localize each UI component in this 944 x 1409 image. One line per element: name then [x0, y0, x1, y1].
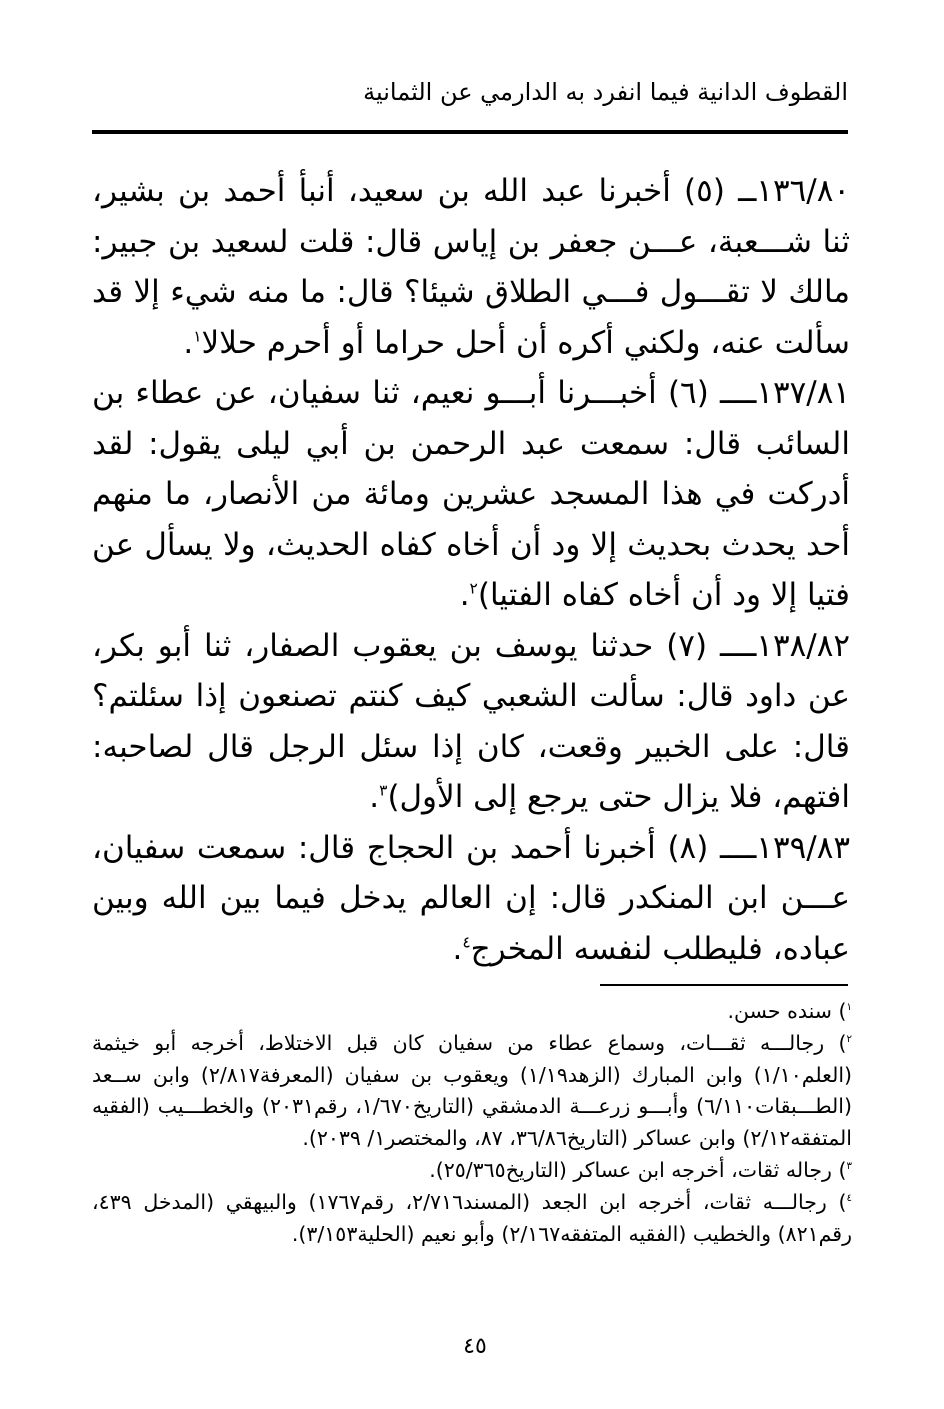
- hadith-paragraph: [92, 823, 850, 975]
- footnote-text: ) رجالـــه ثقـــات، وسماع عطاء من سفيان كان قبل الاختلاط، أخرجه أبو خيثمة (العلم١/١٠) وابن المبارك (الزهد١/١٩) ويعقوب بن سفيان (المعرفة٢/٨١٧) وابن ســعد (الطـــبقات٦/١١٠) وأبـــو زرعـــة الدمشقي (التاريخ١/٦٧٠، رقم٢٠٣١) والخطـــيب (الفقيه المتفقه٢/١٢) وابن عساكر (التاريخ٣٦/٨٦، ٨٧، والمختصر١/ ٢٠٣٩).: [92, 1030, 853, 1151]
- hadith-text: ١٣٩/٨٣ــــ (٨) أخبرنا أحمد بن الحجاج قال: سمعت سفيان، عـــن ابن المنكدر قال: إن العالم يدخل فيما بين الله وبين عباده، فليطلب لنفسه المخرج: [92, 829, 850, 967]
- footnote-ref: ٣: [379, 781, 388, 800]
- hadith-end: .: [459, 577, 470, 613]
- footnote-rule: [600, 984, 848, 986]
- hadith-end: .: [183, 324, 194, 361]
- footnote: [92, 1187, 852, 1251]
- hadith-end: .: [369, 779, 380, 815]
- footnote-marker: ١: [846, 1001, 852, 1014]
- hadith-paragraph: [92, 368, 850, 621]
- hadith-paragraph: [92, 166, 850, 368]
- footnote-ref: ٢: [469, 579, 478, 598]
- running-head: القطوف الدانية فيما انفرد به الدارمي عن الثمانية: [363, 78, 848, 106]
- footnote-marker: ٤: [846, 1191, 852, 1204]
- footnotes: [92, 996, 852, 1250]
- header-rule: [92, 130, 848, 134]
- hadith-paragraph: [92, 621, 850, 823]
- footnote-text: ) رجالـــه ثقات، أخرجه ابن الجعد (المسند٢/٧١٦، رقم١٧٦٧) والبيهقي (المدخل ٤٣٩، رقم٨٢١) والخطيب (الفقيه المتفقه٢/١٦٧) وأبو نعيم (الحلية٣/١٥٣).: [92, 1189, 852, 1246]
- main-text: [92, 166, 850, 974]
- hadith-text: ١٣٨/٨٢ــــ (٧) حدثنا يوسف بن يعقوب الصفار، ثنا أبو بكر، عن داود قال: سألت الشعبي كيف كنتم تصنعون إذا سئلتم؟ قال: على الخبير وقعت، كان إذا سئل الرجل قال لصاحبه: افتهم، فلا يزال حتى يرجع إلى الأول): [92, 627, 850, 815]
- footnote-marker: ٣: [846, 1160, 852, 1173]
- footnote: [92, 996, 852, 1028]
- hadith-text: ١٣٧/٨١ــــ (٦) أخبـــرنا أبـــو نعيم، ثنا سفيان، عن عطاء بن السائب قال: سمعت عبد الرحمن بن أبي ليلى يقول: لقد أدركت في هذا المسجد عشرين ومائة من الأنصار، ما منهم أحد يحدث بحديث إلا ود أن أخاه كفاه الحديث، ولا يسأل عن فتيا إلا ود أن أخاه كفاه الفتيا): [92, 375, 851, 613]
- footnote: [92, 1155, 852, 1187]
- hadith-end: .: [452, 930, 463, 967]
- footnote-text: ) رجاله ثقات، أخرجه ابن عساكر (التاريخ٢٥/٣٦٥).: [429, 1157, 847, 1182]
- footnote-ref: ٤: [462, 933, 471, 952]
- page-number: ٤٥: [463, 1334, 487, 1359]
- footnote-ref: ١: [193, 327, 202, 346]
- footnote-marker: ٢: [846, 1032, 852, 1045]
- footnote-text: ) سنده حسن.: [727, 999, 847, 1023]
- hadith-text: ١٣٦/٨٠ــ (٥) أخبرنا عبد الله بن سعيد، أنبأ أحمد بن بشير، ثنا شـــعبة، عـــن جعفر بن إياس قال: قلت لسعيد بن جبير: مالك لا تقـــول فـــي الطلاق شيئا؟ قال: ما منه شيء إلا قد سألت عنه، ولكني أكره أن أحل حراما أو أحرم حلالا: [92, 173, 850, 361]
- footnote: [92, 1028, 852, 1155]
